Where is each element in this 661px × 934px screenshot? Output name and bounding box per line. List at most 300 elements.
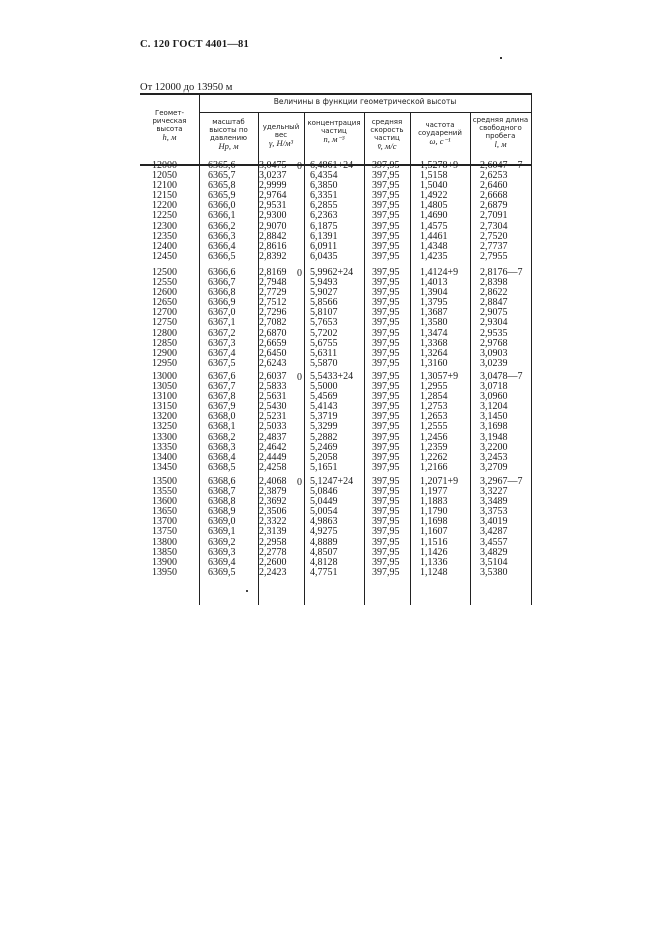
concentration-cell: 5,2058 [310,451,338,463]
mean-speed-cell: 397,95 [372,337,400,349]
altitude-cell: 13600 [152,496,177,508]
specific-weight-cell: 3,0475 [259,160,287,171]
altitude-cell: 12650 [152,297,177,309]
free-path-cell: 3,4829 [480,546,508,558]
free-path-cell: 3,1948 [480,431,508,443]
column-specific-weight [259,161,299,262]
scale-height-cell: 6368,4 [208,451,236,463]
collision-frequency-cell: 1,4690 [420,210,448,222]
concentration-cell: 4,8889 [310,536,338,548]
concentration-cell: 5,3719 [310,411,338,423]
specific-weight-cell: 2,3692 [259,496,287,508]
scale-height-cell: 6366,6 [208,267,236,278]
mean-speed-cell: 397,95 [372,277,400,289]
concentration-cell: 5,7202 [310,327,338,339]
scale-height-cell: 6366,2 [208,220,236,232]
free-path-cell: 3,3753 [480,506,508,518]
mean-speed-cell: 397,95 [372,220,400,232]
altitude-cell: 12050 [152,170,177,182]
free-path-cell: 2,7737 [480,240,508,252]
concentration-cell: 5,2882 [310,431,338,443]
collision-frequency-cell: 1,3904 [420,287,448,299]
collision-frequency-cell: 1,3474 [420,327,448,339]
mean-speed-cell: 397,95 [372,566,400,578]
mean-speed-cell: 397,95 [372,180,400,192]
altitude-cell: 13350 [152,441,177,453]
concentration-cell: 6,1391 [310,230,338,242]
free-path-cell: 3,2453 [480,451,508,463]
specific-weight-cell: 2,6450 [259,347,287,359]
specific-weight-cell: 3,0237 [259,170,287,182]
col-divider-7 [531,93,532,605]
header-concentration: концентрация частиц n, м⁻³ [307,119,361,144]
header-scale-height: масштаб высоты по давлению Hр, м [209,118,248,151]
scale-height-cell: 6369,1 [208,526,236,538]
concentration-cell: 5,5870 [310,357,338,369]
altitude-cell: 13200 [152,411,177,423]
collision-frequency-cell: 1,2456 [420,431,448,443]
specific-weight-cell: 2,9070 [259,220,287,232]
scale-height-cell: 6366,9 [208,297,236,309]
collision-frequency-cell: 1,5158 [420,170,448,182]
concentration-cell: 5,9493 [310,277,338,289]
collision-frequency-cell: 1,3580 [420,317,448,329]
specific-weight-exponent: 0 [297,477,302,488]
free-path-cell: 3,0718 [480,381,508,393]
scale-height-cell: 6366,0 [208,200,236,212]
free-path-cell: 2,6047—7 [480,160,523,171]
column-collision-freq [420,477,470,578]
collision-frequency-cell: 1,1790 [420,506,448,518]
mean-speed-cell: 397,95 [372,307,400,319]
collision-frequency-cell: 1,2359 [420,441,448,453]
col-divider-4 [364,112,365,605]
collision-frequency-cell: 1,1977 [420,486,448,498]
column-specific-weight [259,477,299,578]
column-altitude [152,477,192,578]
speck-mark [500,57,502,59]
altitude-cell: 12250 [152,210,177,222]
mean-speed-cell: 397,95 [372,506,400,518]
mean-speed-cell: 397,95 [372,297,400,309]
column-mean-speed [372,477,410,578]
scale-height-cell: 6369,2 [208,536,236,548]
concentration-cell: 5,0449 [310,496,338,508]
column-free-path [480,161,530,262]
column-collision-freq [420,161,470,262]
collision-frequency-cell: 1,1698 [420,516,448,528]
collision-frequency-cell: 1,2854 [420,391,448,403]
specific-weight-cell: 2,5231 [259,411,287,423]
scale-height-cell: 6368,3 [208,441,236,453]
altitude-cell: 12850 [152,337,177,349]
altitude-cell: 13450 [152,461,177,473]
specific-weight-cell: 2,8169 [259,267,287,278]
free-path-cell: 3,5380 [480,566,508,578]
altitude-cell: 13700 [152,516,177,528]
col-divider-5 [410,112,411,605]
mean-speed-cell: 397,95 [372,267,400,278]
scale-height-cell: 6366,4 [208,240,236,252]
group-header-rule [199,112,532,113]
scale-height-cell: 6367,4 [208,347,236,359]
scale-height-cell: 6367,3 [208,337,236,349]
collision-frequency-cell: 1,3160 [420,357,448,369]
scale-height-cell: 6367,1 [208,317,236,329]
free-path-cell: 3,0239 [480,357,508,369]
collision-frequency-cell: 1,2653 [420,411,448,423]
concentration-cell: 5,6755 [310,337,338,349]
altitude-cell: 13150 [152,401,177,413]
specific-weight-cell: 2,7082 [259,317,287,329]
specific-weight-cell: 2,7729 [259,287,287,299]
mean-speed-cell: 397,95 [372,401,400,413]
collision-frequency-cell: 1,1607 [420,526,448,538]
specific-weight-exponent: 0 [297,268,302,279]
free-path-cell: 3,1450 [480,411,508,423]
mean-speed-cell: 397,95 [372,516,400,528]
concentration-cell: 5,5000 [310,381,338,393]
free-path-cell: 3,4287 [480,526,508,538]
free-path-cell: 3,4557 [480,536,508,548]
specific-weight-cell: 2,3879 [259,486,287,498]
specific-weight-cell: 2,4068 [259,476,287,487]
specific-weight-exponent: 0 [297,372,302,383]
scale-height-cell: 6368,8 [208,496,236,508]
mean-speed-cell: 397,95 [372,170,400,182]
mean-speed-cell: 397,95 [372,546,400,558]
page-header: С. 120 ГОСТ 4401—81 [140,39,249,50]
scale-height-cell: 6365,9 [208,190,236,202]
specific-weight-exponent: 0 [297,161,302,172]
collision-frequency-cell: 1,1883 [420,496,448,508]
collision-frequency-cell: 1,4013 [420,277,448,289]
speck-mark [246,590,248,592]
mean-speed-cell: 397,95 [372,526,400,538]
altitude-cell: 13750 [152,526,177,538]
concentration-cell: 5,8566 [310,297,338,309]
column-concentration [310,268,364,369]
col-divider-1 [199,93,200,605]
altitude-cell: 13900 [152,556,177,568]
collision-frequency-cell: 1,1426 [420,546,448,558]
altitude-cell: 12550 [152,277,177,289]
scale-height-cell: 6369,3 [208,546,236,558]
scale-height-cell: 6365,6 [208,160,236,171]
header-free-path: средняя длина свободного пробега l, м [472,116,529,149]
altitude-cell: 12950 [152,357,177,369]
free-path-cell: 3,0960 [480,391,508,403]
altitude-cell: 13250 [152,421,177,433]
header-altitude: Геомет- рическая высота h, м [152,109,187,142]
specific-weight-cell: 2,4449 [259,451,287,463]
concentration-cell: 6,2855 [310,200,338,212]
free-path-cell: 3,5104 [480,556,508,568]
mean-speed-cell: 397,95 [372,160,400,171]
scale-height-cell: 6367,2 [208,327,236,339]
mean-speed-cell: 397,95 [372,210,400,222]
collision-frequency-cell: 1,2071+9 [420,476,459,487]
column-specific-weight [259,268,299,369]
mean-speed-cell: 397,95 [372,556,400,568]
scale-height-cell: 6367,0 [208,307,236,319]
altitude-cell: 13400 [152,451,177,463]
column-specific-weight [259,372,299,473]
concentration-cell: 5,3299 [310,421,338,433]
mean-speed-cell: 397,95 [372,371,400,382]
altitude-cell: 13300 [152,431,177,443]
concentration-cell: 6,3351 [310,190,338,202]
scale-height-cell: 6367,9 [208,401,236,413]
mean-speed-cell: 397,95 [372,496,400,508]
mean-speed-cell: 397,95 [372,317,400,329]
column-scale-height [208,268,256,369]
free-path-cell: 3,0903 [480,347,508,359]
scale-height-cell: 6367,7 [208,381,236,393]
collision-frequency-cell: 1,1248 [420,566,448,578]
collision-frequency-cell: 1,3264 [420,347,448,359]
scale-height-cell: 6368,1 [208,421,236,433]
free-path-cell: 2,9535 [480,327,508,339]
altitude-cell: 12500 [152,267,177,278]
concentration-cell: 5,1247+24 [310,476,354,487]
mean-speed-cell: 397,95 [372,200,400,212]
column-collision-freq [420,372,470,473]
scale-height-cell: 6366,5 [208,250,236,262]
concentration-cell: 6,2363 [310,210,338,222]
concentration-cell: 6,1875 [310,220,338,232]
scale-height-cell: 6368,5 [208,461,236,473]
altitude-cell: 13950 [152,566,177,578]
collision-frequency-cell: 1,4461 [420,230,448,242]
column-concentration [310,372,364,473]
collision-frequency-cell: 1,3368 [420,337,448,349]
altitude-cell: 13100 [152,391,177,403]
column-scale-height [208,372,256,473]
column-scale-height [208,477,256,578]
mean-speed-cell: 397,95 [372,327,400,339]
specific-weight-cell: 2,6243 [259,357,287,369]
concentration-cell: 4,7751 [310,566,338,578]
specific-weight-cell: 2,4642 [259,441,287,453]
mean-speed-cell: 397,95 [372,230,400,242]
column-free-path [480,477,530,578]
header-group: Величины в функции геометрической высоты [273,97,457,106]
concentration-cell: 5,5433+24 [310,371,354,382]
mean-speed-cell: 397,95 [372,240,400,252]
column-free-path [480,268,530,369]
specific-weight-cell: 2,3139 [259,526,287,538]
free-path-cell: 3,2709 [480,461,508,473]
mean-speed-cell: 397,95 [372,391,400,403]
specific-weight-cell: 2,7948 [259,277,287,289]
mean-speed-cell: 397,95 [372,441,400,453]
scale-height-cell: 6369,5 [208,566,236,578]
mean-speed-cell: 397,95 [372,287,400,299]
altitude-cell: 12400 [152,240,177,252]
column-altitude [152,372,192,473]
free-path-cell: 2,7520 [480,230,508,242]
collision-frequency-cell: 1,2955 [420,381,448,393]
column-altitude [152,268,192,369]
concentration-cell: 4,9275 [310,526,338,538]
concentration-cell: 5,2469 [310,441,338,453]
concentration-cell: 4,8507 [310,546,338,558]
range-title: От 12000 до 13950 м [140,82,233,93]
altitude-cell: 13500 [152,476,177,487]
mean-speed-cell: 397,95 [372,461,400,473]
specific-weight-cell: 2,9300 [259,210,287,222]
specific-weight-cell: 2,5430 [259,401,287,413]
specific-weight-cell: 2,6659 [259,337,287,349]
collision-frequency-cell: 1,4235 [420,250,448,262]
header-specific-weight: удельный вес γ, Н/м³ [262,123,300,148]
header-collision-frequency: частота соударений ω, с⁻¹ [418,121,462,146]
collision-frequency-cell: 1,4922 [420,190,448,202]
concentration-cell: 4,8128 [310,556,338,568]
collision-frequency-cell: 1,5040 [420,180,448,192]
scale-height-cell: 6366,8 [208,287,236,299]
mean-speed-cell: 397,95 [372,381,400,393]
specific-weight-cell: 2,7296 [259,307,287,319]
scale-height-cell: 6366,7 [208,277,236,289]
scale-height-cell: 6365,7 [208,170,236,182]
specific-weight-cell: 2,3322 [259,516,287,528]
altitude-cell: 12450 [152,250,177,262]
collision-frequency-cell: 1,3057+9 [420,371,459,382]
specific-weight-cell: 2,6037 [259,371,287,382]
scale-height-cell: 6368,2 [208,431,236,443]
concentration-cell: 5,9962+24 [310,267,354,278]
altitude-cell: 13650 [152,506,177,518]
concentration-cell: 6,4354 [310,170,338,182]
scale-height-cell: 6369,4 [208,556,236,568]
altitude-cell: 12350 [152,230,177,242]
collision-frequency-cell: 1,4348 [420,240,448,252]
free-path-cell: 2,6460 [480,180,508,192]
altitude-cell: 12800 [152,327,177,339]
free-path-cell: 2,7304 [480,220,508,232]
specific-weight-cell: 2,9764 [259,190,287,202]
concentration-cell: 5,4143 [310,401,338,413]
collision-frequency-cell: 1,1336 [420,556,448,568]
column-concentration [310,161,364,262]
free-path-cell: 3,1204 [480,401,508,413]
column-free-path [480,372,530,473]
collision-frequency-cell: 1,2753 [420,401,448,413]
specific-weight-cell: 2,6870 [259,327,287,339]
collision-frequency-cell: 1,1516 [420,536,448,548]
free-path-cell: 3,4019 [480,516,508,528]
altitude-cell: 12900 [152,347,177,359]
free-path-cell: 2,8622 [480,287,508,299]
altitude-cell: 12100 [152,180,177,192]
scale-height-cell: 6367,8 [208,391,236,403]
column-scale-height [208,161,256,262]
concentration-cell: 5,8107 [310,307,338,319]
free-path-cell: 3,3489 [480,496,508,508]
scale-height-cell: 6369,0 [208,516,236,528]
collision-frequency-cell: 1,2555 [420,421,448,433]
specific-weight-cell: 2,2600 [259,556,287,568]
altitude-cell: 12150 [152,190,177,202]
free-path-cell: 2,7091 [480,210,508,222]
free-path-cell: 2,8847 [480,297,508,309]
free-path-cell: 2,8398 [480,277,508,289]
specific-weight-cell: 2,2958 [259,536,287,548]
column-mean-speed [372,161,410,262]
column-mean-speed [372,268,410,369]
specific-weight-cell: 2,5033 [259,421,287,433]
collision-frequency-cell: 1,4805 [420,200,448,212]
free-path-cell: 2,9304 [480,317,508,329]
free-path-cell: 2,7955 [480,250,508,262]
concentration-cell: 5,1651 [310,461,338,473]
specific-weight-cell: 2,4837 [259,431,287,443]
free-path-cell: 2,8176—7 [480,267,523,278]
specific-weight-cell: 2,8842 [259,230,287,242]
free-path-cell: 3,2967—7 [480,476,523,487]
altitude-cell: 13000 [152,371,177,382]
concentration-cell: 6,0911 [310,240,338,252]
concentration-cell: 6,3850 [310,180,338,192]
mean-speed-cell: 397,95 [372,476,400,487]
specific-weight-cell: 2,9999 [259,180,287,192]
altitude-cell: 13800 [152,536,177,548]
scale-height-cell: 6366,3 [208,230,236,242]
altitude-cell: 12200 [152,200,177,212]
altitude-cell: 12700 [152,307,177,319]
mean-speed-cell: 397,95 [372,451,400,463]
collision-frequency-cell: 1,2166 [420,461,448,473]
collision-frequency-cell: 1,3795 [420,297,448,309]
free-path-cell: 3,1698 [480,421,508,433]
concentration-cell: 5,9027 [310,287,338,299]
concentration-cell: 5,6311 [310,347,338,359]
collision-frequency-cell: 1,4575 [420,220,448,232]
specific-weight-cell: 2,2423 [259,566,287,578]
column-mean-speed [372,372,410,473]
specific-weight-cell: 2,8392 [259,250,287,262]
column-collision-freq [420,268,470,369]
free-path-cell: 3,2200 [480,441,508,453]
concentration-cell: 4,9863 [310,516,338,528]
concentration-cell: 5,0054 [310,506,338,518]
concentration-cell: 5,0846 [310,486,338,498]
col-divider-3 [304,112,305,605]
specific-weight-cell: 2,5833 [259,381,287,393]
free-path-cell: 2,6253 [480,170,508,182]
col-divider-6 [470,112,471,605]
specific-weight-cell: 2,9531 [259,200,287,212]
scale-height-cell: 6368,6 [208,476,236,487]
free-path-cell: 2,6668 [480,190,508,202]
scale-height-cell: 6368,9 [208,506,236,518]
collision-frequency-cell: 1,4124+9 [420,267,459,278]
altitude-cell: 13550 [152,486,177,498]
collision-frequency-cell: 1,3687 [420,307,448,319]
concentration-cell: 5,7653 [310,317,338,329]
scale-height-cell: 6367,5 [208,357,236,369]
collision-frequency-cell: 1,5278+9 [420,160,459,171]
specific-weight-cell: 2,2778 [259,546,287,558]
scale-height-cell: 6366,1 [208,210,236,222]
column-concentration [310,477,364,578]
mean-speed-cell: 397,95 [372,347,400,359]
mean-speed-cell: 397,95 [372,486,400,498]
mean-speed-cell: 397,95 [372,536,400,548]
concentration-cell: 6,4861+24 [310,160,354,171]
